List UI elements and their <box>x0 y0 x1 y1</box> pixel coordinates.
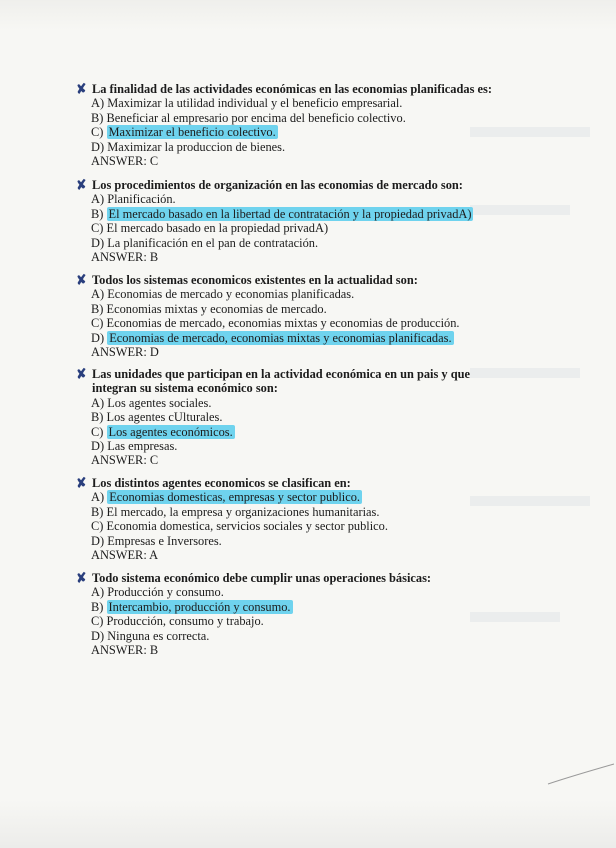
cross-mark-icon: ✘ <box>74 176 88 193</box>
option-c: C) El mercado basado en la propiedad privadA) <box>91 221 329 236</box>
highlighted-answer: El mercado basado en la libertad de contratación y la propiedad privadA) <box>108 206 472 221</box>
highlighted-answer: Economias domesticas, empresas y sector publico. <box>109 490 361 505</box>
highlighted-answer: Maximizar el beneficio colectivo. <box>108 125 276 140</box>
option-a: A) Economias de mercado y economias planificadas. <box>91 287 355 302</box>
option-b: B) Economias mixtas y economias de mercado. <box>91 301 327 316</box>
question-stem <box>76 476 516 490</box>
answer-line: ANSWER: C <box>91 453 159 468</box>
option-a: A) Planificación. <box>91 192 176 207</box>
option-b: B) Beneficiar al empresario por encima del beneficio colectivo. <box>91 110 406 125</box>
highlighted-answer: Intercambio, producción y consumo. <box>108 599 291 614</box>
answer-line: ANSWER: B <box>91 643 159 658</box>
question-text: Los procedimientos de organización en las economias de mercado son: <box>92 178 463 192</box>
option-d: D) Ninguna es correcta. <box>91 628 210 643</box>
cross-mark-icon: ✘ <box>74 474 88 491</box>
option-a: A) Maximizar la utilidad individual y el beneficio empresarial. <box>91 96 403 111</box>
option-c: C) Los agentes económicos. <box>91 424 233 439</box>
cross-mark-icon: ✘ <box>74 569 88 586</box>
pen-scribble-mark <box>546 758 616 788</box>
question-stem <box>76 82 516 96</box>
answer-line: ANSWER: B <box>91 250 159 265</box>
answer-line: ANSWER: C <box>91 154 159 169</box>
option-a: A) Economias domesticas, empresas y sector publico. <box>91 490 361 505</box>
question-stem <box>76 178 516 192</box>
option-c: C) Economias de mercado, economias mixtas y economias de producción. <box>91 316 460 331</box>
options-list <box>76 585 516 643</box>
option-d: D) Economias de mercado, economias mixtas y economias planificadas. <box>91 330 452 345</box>
question-stem <box>76 571 516 585</box>
options-list <box>76 96 516 154</box>
question-text: La finalidad de las actividades económicas en las economias planificadas es: <box>92 82 492 96</box>
option-d: D) Maximizar la produccion de bienes. <box>91 139 286 154</box>
options-list <box>76 287 516 345</box>
question-stem <box>76 273 516 287</box>
option-b: B) El mercado basado en la libertad de contratación y la propiedad privadA) <box>91 206 472 221</box>
option-c: C) Maximizar el beneficio colectivo. <box>91 125 276 140</box>
highlighted-answer: Economias de mercado, economias mixtas y economias planificadas. <box>109 330 452 345</box>
cross-mark-icon: ✘ <box>74 271 88 288</box>
options-list <box>76 396 516 454</box>
answer-line: ANSWER: A <box>91 548 159 563</box>
option-d: D) Empresas e Inversores. <box>91 533 222 548</box>
cross-mark-icon: ✘ <box>74 80 88 97</box>
question-text: Las unidades que participan en la actividad económica en un pais y que integran su sistema económico son: <box>92 367 470 396</box>
option-b: B) El mercado, la empresa y organizaciones humanitarias. <box>91 504 380 519</box>
question-text: Los distintos agentes economicos se clasifican en: <box>92 476 351 490</box>
option-a: A) Los agentes sociales. <box>91 395 212 410</box>
question-1 <box>76 82 516 168</box>
option-b: B) Los agentes cUlturales. <box>91 410 223 425</box>
answer-line: ANSWER: D <box>91 345 159 360</box>
question-text: Todos los sistemas economicos existentes en la actualidad son: <box>92 273 418 287</box>
option-d: D) Las empresas. <box>91 439 178 454</box>
options-list <box>76 490 516 548</box>
question-3 <box>76 273 516 359</box>
question-4 <box>76 367 516 468</box>
question-stem <box>76 367 516 396</box>
question-2 <box>76 178 516 264</box>
question-6 <box>76 571 516 657</box>
option-c: C) Producción, consumo y trabajo. <box>91 614 264 629</box>
question-text: Todo sistema económico debe cumplir unas operaciones básicas: <box>92 571 432 585</box>
option-d: D) La planificación en el pan de contratación. <box>91 235 319 250</box>
option-c: C) Economia domestica, servicios sociales y sector publico. <box>91 519 388 534</box>
question-5 <box>76 476 516 562</box>
cross-mark-icon: ✘ <box>74 365 88 382</box>
options-list <box>76 192 516 250</box>
highlighted-answer: Los agentes económicos. <box>108 424 233 439</box>
option-a: A) Producción y consumo. <box>91 585 224 600</box>
option-b: B) Intercambio, producción y consumo. <box>91 599 291 614</box>
